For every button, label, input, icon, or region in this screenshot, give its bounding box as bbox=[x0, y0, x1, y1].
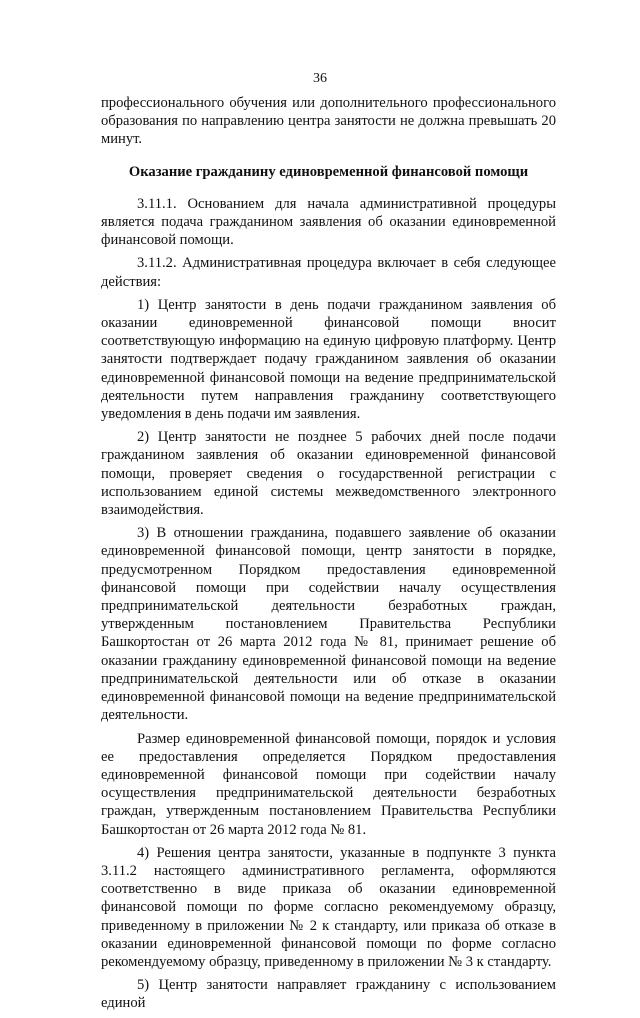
section-heading: Оказание гражданину единовременной финансовой помощи bbox=[128, 163, 529, 180]
paragraph-item-4: 4) Решения центра занятости, указанные в подпункте 3 пункта 3.11.2 настоящего административного регламента, оформляются соответственно в виде приказа об оказании единовременной финансовой помощи по форме согласно рекомендуемому образцу, приведенному в приложении № 2 к стандарту, или приказа об отказе в оказании единовременной финансовой помощи по форме согласно рекомендуемому образцу, приведенному в приложении № 3 к стандарту. bbox=[101, 844, 556, 970]
document-body bbox=[101, 94, 556, 1018]
paragraph-3-11-1: 3.11.1. Основанием для начала административной процедуры является подача гражданином заявления об оказании единовременной финансовой помощи. bbox=[101, 195, 556, 249]
paragraph-amount: Размер единовременной финансовой помощи, порядок и условия ее предоставления определяется Порядком предоставления единовременной финансовой помощи при содействии началу осуществления предпринимательской деятельности безработных граждан, утвержденным постановлением Правительства Республики Башкортостан от 26 марта 2012 года № 81. bbox=[101, 730, 556, 838]
paragraph-item-1: 1) Центр занятости в день подачи гражданином заявления об оказании единовременной финансовой помощи вносит соответствующую информацию на единую цифровую платформу. Центр занятости подтверждает подачу гражданином заявления об оказании единовременной финансовой помощи на ведение предпринимательской деятельности путем направления гражданину соответствующего уведомления в день подачи им заявления. bbox=[101, 296, 556, 423]
page-number: 36 bbox=[313, 71, 327, 86]
paragraph-item-5: 5) Центр занятости направляет гражданину с использованием единой bbox=[101, 977, 556, 1012]
paragraph-item-2: 2) Центр занятости не позднее 5 рабочих дней после подачи гражданином заявления об оказании единовременной финансовой помощи, проверяет сведения о государственной регистрации с использованием единой системы межведомственного электронного взаимодействия. bbox=[101, 429, 556, 519]
intro-paragraph: профессионального обучения или дополнительного профессионального образования по направлению центра занятости не должна превышать 20 минут. bbox=[101, 95, 556, 148]
paragraph-item-3: 3) В отношении гражданина, подавшего заявление об оказании единовременной финансовой помощи, центр занятости в порядке, предусмотренном Порядком предоставления единовременной финансовой помощи при содействии началу осуществления предпринимательской деятельности безработных граждан, утвержденным постановлением Правительства Республики Башкортостан от 26 марта 2012 года № 81, принимает решение об оказании гражданину единовременной финансовой помощи на ведение предпринимательской деятельности или об отказе в оказании единовременной финансовой помощи на ведение предпринимательской деятельности. bbox=[101, 525, 556, 724]
paragraph-3-11-2: 3.11.2. Административная процедура включает в себя следующее действия: bbox=[101, 255, 556, 290]
